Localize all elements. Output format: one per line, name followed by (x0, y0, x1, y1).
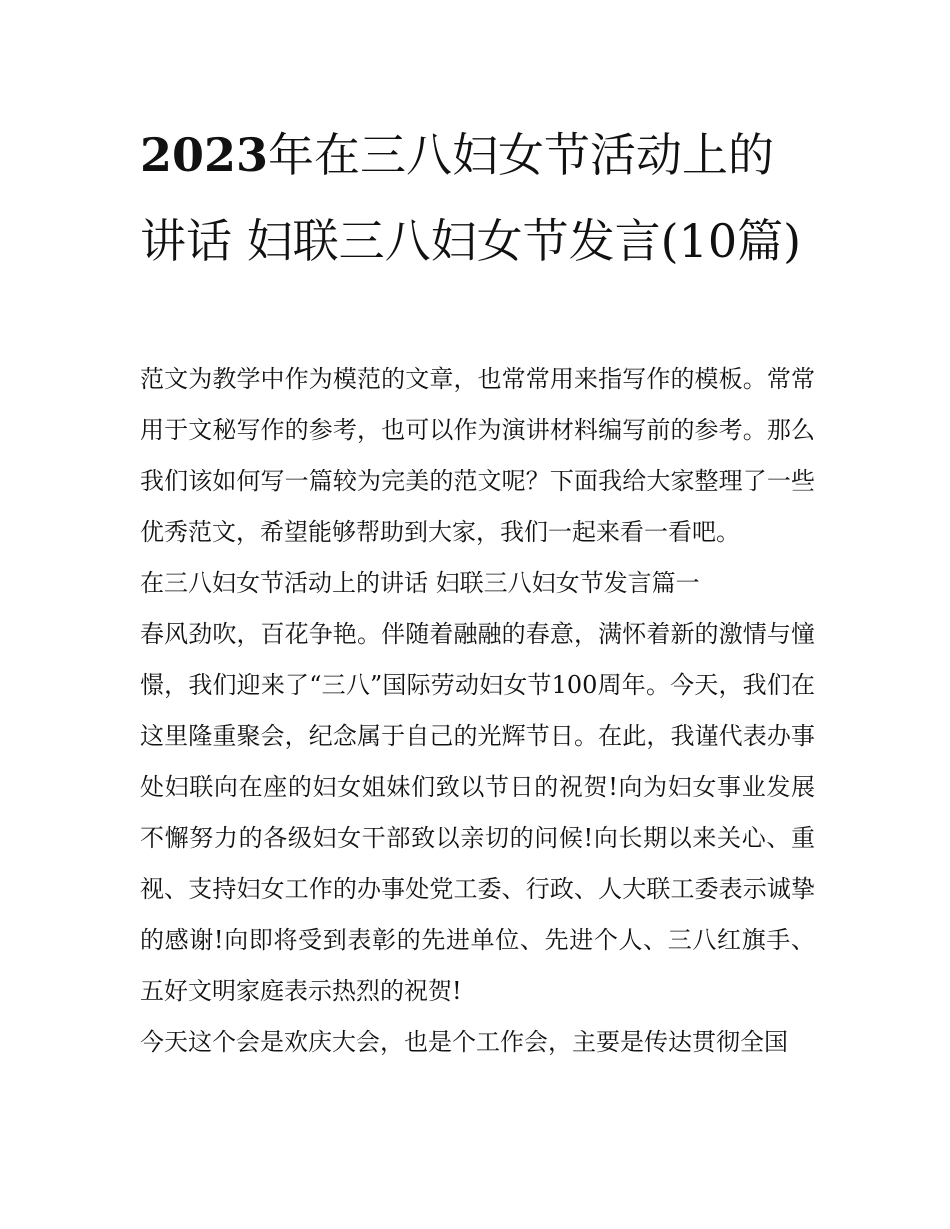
document-title (140, 112, 820, 284)
document-body (140, 354, 815, 1068)
intro-paragraph: 范文为教学中作为模范的文章，也常常用来指写作的模板。常常用于文秘写作的参考，也可以作为演讲材料编写前的参考。那么我们该如何写一篇较为完美的范文呢？下面我给大家整理了一些优秀范文，希望能够帮助到大家，我们一起来看一看吧。 (140, 365, 815, 546)
body-paragraph-continued: 今天这个会是欢庆大会，也是个工作会，主要是传达贯彻全国 (140, 1028, 788, 1056)
section-heading: 在三八妇女节活动上的讲话 妇联三八妇女节发言篇一 (140, 569, 700, 597)
title-text: 年在三八妇女节活动上的讲话 妇联三八妇女节发言(10篇) (140, 128, 802, 268)
title-year: 2023 (140, 128, 269, 182)
body-paragraph: 春风劲吹，百花争艳。伴随着融融的春意，满怀着新的激情与憧憬，我们迎来了“三八”国际劳动妇女节100周年。今天，我们在这里隆重聚会，纪念属于自己的光辉节日。在此，我谨代表办事处妇联向在座的妇女姐妹们致以节日的祝贺!向为妇女事业发展不懈努力的各级妇女干部致以亲切的问候!向长期以来关心、重视、支持妇女工作的办事处党工委、行政、人大联工委表示诚挚的感谢!向即将受到表彰的先进单位、先进个人、三八红旗手、五好文明家庭表示热烈的祝贺! (140, 620, 815, 1005)
